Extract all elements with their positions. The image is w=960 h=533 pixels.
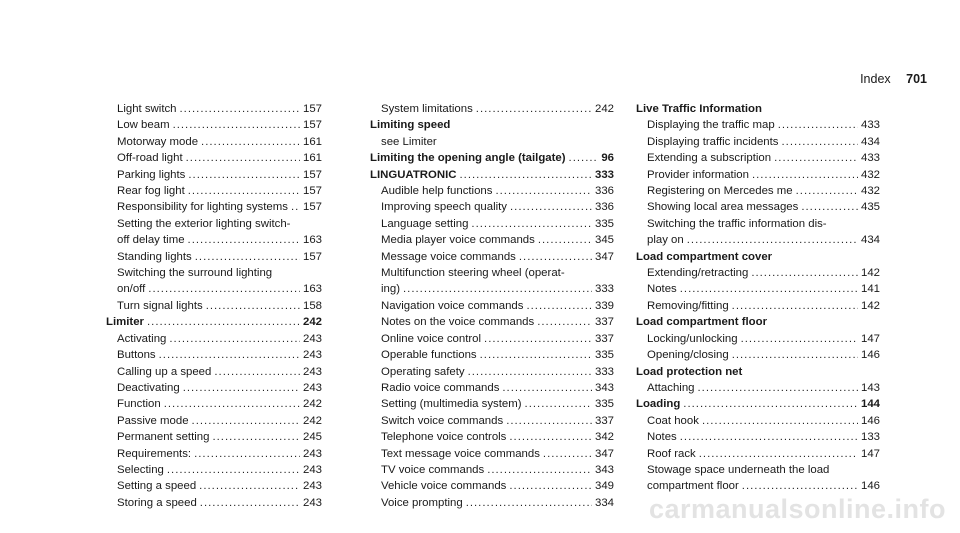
leader-dots [167,462,300,478]
leader-dots [214,364,300,380]
entry-text: Setting a speed [117,480,197,493]
index-entry [636,446,880,462]
page-ref[interactable]: 243 [302,463,322,476]
page-ref[interactable]: 142 [860,299,880,312]
leader-dots [732,298,858,314]
index-entry [370,429,614,445]
index-entry [636,380,880,396]
index-entry [636,281,880,297]
entry-text: Passive mode [117,414,189,427]
entry-text: Attaching [647,381,695,394]
index-entry [370,216,614,232]
page-ref[interactable]: 147 [860,447,880,460]
page-ref[interactable]: 243 [302,365,322,378]
index-entry [106,150,322,166]
index-heading [636,364,880,380]
index-entry [370,265,614,281]
leader-dots [487,462,592,478]
index-entry [106,347,322,363]
page-ref[interactable]: 243 [302,496,322,509]
page-ref[interactable]: 347 [594,447,614,460]
index-entry [370,314,614,330]
index-entry [370,249,614,265]
leader-dots [519,249,592,265]
index-entry [106,478,322,494]
leader-dots [471,216,592,232]
leader-dots [192,413,300,429]
page-ref[interactable]: 144 [860,398,880,411]
leader-dots [751,265,858,281]
entry-text: Activating [117,332,167,345]
entry-text: Locking/unlocking [647,332,738,345]
page-ref[interactable]: 143 [860,381,880,394]
entry-text: Switching the traffic information dis- [647,217,827,230]
page-ref[interactable]: 96 [601,152,614,165]
leader-dots [526,298,592,314]
index-entry [636,347,880,363]
page-ref[interactable]: 157 [302,250,322,263]
page-ref[interactable]: 142 [860,267,880,280]
leader-dots [291,199,300,215]
entry-text: Load compartment floor [636,316,767,329]
entry-text: Switch voice commands [381,414,504,427]
index-entry [370,232,614,248]
page-ref[interactable]: 146 [860,414,880,427]
entry-text: TV voice commands [381,463,485,476]
leader-dots [201,134,300,150]
index-entry [106,281,322,297]
leader-dots [180,101,300,117]
index-entry [106,134,322,150]
index-heading [106,314,322,330]
index-entry [636,167,880,183]
index-entry [106,364,322,380]
leader-dots [509,429,592,445]
index-entry [370,478,614,494]
leader-dots [200,495,300,511]
entry-text: Load protection net [636,365,743,378]
entry-text: Extending a subscription [647,152,772,165]
entry-text: Rear fog light [117,185,185,198]
index-entry [370,380,614,396]
page-ref[interactable]: 243 [302,332,322,345]
leader-dots [194,446,300,462]
entry-text: Removing/fitting [647,299,729,312]
entry-text: see Limiter [381,135,437,148]
page-ref[interactable]: 339 [594,299,614,312]
index-entry [370,462,614,478]
entry-text: Radio voice commands [381,381,500,394]
page-ref[interactable]: 336 [594,201,614,214]
entry-text: Parking lights [117,168,186,181]
page-ref[interactable]: 158 [302,299,322,312]
leader-dots [732,347,858,363]
entry-text: Vehicle voice commands [381,480,507,493]
page-ref[interactable]: 243 [302,447,322,460]
leader-dots [480,347,592,363]
entry-text: Roof rack [647,447,696,460]
entry-text: Loading [636,398,681,411]
index-entry [636,265,880,281]
index-heading [636,249,880,265]
leader-dots [543,446,592,462]
index-heading [370,117,614,133]
leader-dots [752,167,858,183]
entry-text: Message voice commands [381,250,516,263]
index-heading [636,314,880,330]
index-entry [370,298,614,314]
entry-text: Live Traffic Information [636,103,762,115]
index-entry [370,199,614,215]
leader-dots [796,183,858,199]
entry-text: ing) [381,283,400,296]
index-entry [106,249,322,265]
leader-dots [506,413,592,429]
leader-dots [510,199,592,215]
index-entry [106,167,322,183]
leader-dots [683,396,858,412]
leader-dots [188,167,300,183]
leader-dots [188,183,300,199]
entry-text: Stowage space underneath the load [647,463,830,476]
index-heading [370,150,614,166]
entry-text: Switching the surround lighting [117,267,273,280]
leader-dots [680,281,858,297]
index-entry [106,429,322,445]
page-ref[interactable]: 133 [860,431,880,444]
page-ref[interactable]: 161 [302,135,322,148]
leader-dots [183,380,300,396]
index-entry [106,232,322,248]
watermark-logo: carmanualsonline.info [648,494,946,524]
leader-dots [687,232,858,248]
entry-text: compartment floor [647,480,739,493]
page-ref[interactable]: 333 [594,283,614,296]
index-entry [636,331,880,347]
page-ref[interactable]: 349 [594,480,614,493]
leader-dots [148,281,300,297]
entry-text: Deactivating [117,381,180,394]
entry-text: Audible help functions [381,185,493,198]
entry-text: Permanent setting [117,431,210,444]
entry-text: Notes on the voice commands [381,316,535,329]
index-entry [636,117,880,133]
index-entry [106,413,322,429]
entry-text: Limiting the opening angle (tailgate) [370,152,566,165]
leader-dots [741,331,858,347]
index-entry [636,183,880,199]
entry-text: Opening/closing [647,349,729,362]
leader-dots [538,232,592,248]
index-entry [370,413,614,429]
entry-text: Motorway mode [117,135,199,148]
page-ref[interactable]: 146 [860,480,880,493]
entry-text: Showing local area messages [647,201,799,214]
entry-text: System limitations [381,103,473,115]
entry-text: Online voice control [381,332,482,345]
page-ref[interactable]: 435 [860,201,880,214]
index-entry [106,101,322,117]
page-ref[interactable]: 334 [594,496,614,509]
index-entry [636,150,880,166]
leader-dots [484,331,592,347]
entry-text: Operating safety [381,365,465,378]
page-ref[interactable]: 157 [302,103,322,115]
index-heading [370,167,614,183]
entry-text: Language setting [381,217,469,230]
index-entry [370,183,614,199]
leader-dots [509,478,592,494]
page-ref[interactable]: 157 [302,185,322,198]
entry-text: Responsibility for lighting systems [117,201,288,214]
entry-text: Voice prompting [381,496,463,509]
page-ref[interactable]: 433 [860,152,880,165]
leader-dots [459,167,592,183]
entry-text: Notes [647,283,677,296]
entry-text: Light switch [117,103,177,115]
page-ref[interactable]: 157 [302,119,322,132]
entry-text: Off-road light [117,152,183,165]
page-ref[interactable]: 146 [860,349,880,362]
entry-text: Displaying traffic incidents [647,135,779,148]
leader-dots [212,429,300,445]
leader-dots [147,314,300,330]
entry-text: Setting (multimedia system) [381,398,522,411]
entry-text: on/off [117,283,146,296]
index-entry [106,298,322,314]
index-entry [106,183,322,199]
entry-text: Function [117,398,161,411]
entry-text: Operable functions [381,349,477,362]
leader-dots [206,298,300,314]
entry-text: Extending/retracting [647,267,749,280]
page-ref[interactable]: 432 [860,185,880,198]
index-entry [636,216,880,232]
entry-text: LINGUATRONIC [370,168,457,181]
index-entry [636,429,880,445]
page-ref[interactable]: 335 [594,217,614,230]
page-ref[interactable]: 333 [594,168,614,181]
entry-text: Load compartment cover [636,250,773,263]
leader-dots [468,364,592,380]
leader-dots [569,150,599,166]
entry-text: Standing lights [117,250,192,263]
index-entry [106,396,322,412]
index-column-3 [636,101,880,495]
index-entry [370,347,614,363]
leader-dots [476,101,592,117]
page-ref[interactable]: 163 [302,283,322,296]
page-ref[interactable]: 343 [594,463,614,476]
leader-dots [466,495,592,511]
page-ref[interactable]: 342 [594,431,614,444]
entry-text: Setting the exterior lighting switch- [117,217,291,230]
index-entry [106,265,322,281]
leader-dots [702,413,858,429]
index-heading [636,101,880,117]
leader-dots [195,249,300,265]
leader-dots [774,150,858,166]
entry-text: Displaying the traffic map [647,119,775,132]
index-entry [106,446,322,462]
index-entry [636,298,880,314]
entry-text: Notes [647,431,677,444]
page-ref[interactable]: 161 [302,152,322,165]
leader-dots [699,446,858,462]
page-ref[interactable]: 345 [594,234,614,247]
page-ref[interactable]: 157 [302,168,322,181]
page-ref[interactable]: 163 [302,234,322,247]
entry-text: Registering on Mercedes me [647,185,793,198]
page-ref[interactable]: 335 [594,398,614,411]
leader-dots [680,429,858,445]
index-entry [636,232,880,248]
page-ref[interactable]: 337 [594,316,614,329]
leader-dots [537,314,592,330]
page-ref[interactable]: 243 [302,349,322,362]
page-ref[interactable]: 343 [594,381,614,394]
entry-text: Provider information [647,168,749,181]
entry-text: Requirements: [117,447,192,460]
index-entry [106,216,322,232]
index-entry [636,199,880,215]
header-label: Index [860,72,891,86]
entry-text: Navigation voice commands [381,299,524,312]
index-entry [636,413,880,429]
entry-text: Telephone voice controls [381,431,507,444]
index-entry [106,117,322,133]
entry-text: Calling up a speed [117,365,212,378]
entry-text: Coat hook [647,414,699,427]
leader-dots [502,380,592,396]
page-ref[interactable]: 245 [302,431,322,444]
index-entry [370,281,614,297]
leader-dots [169,331,300,347]
index-entry [106,495,322,511]
entry-text: off delay time [117,234,185,247]
page-ref[interactable]: 242 [302,398,322,411]
page-ref[interactable]: 347 [594,250,614,263]
page-ref[interactable]: 242 [302,414,322,427]
page-ref[interactable]: 243 [302,381,322,394]
index-entry [370,134,614,150]
leader-dots [159,347,300,363]
leader-dots [778,117,858,133]
entry-text: Media player voice commands [381,234,535,247]
entry-text: Limiting speed [370,119,451,132]
page-ref[interactable]: 335 [594,349,614,362]
entry-text: Selecting [117,463,164,476]
page-ref[interactable]: 242 [302,316,322,329]
index-heading [636,396,880,412]
page-header [860,72,927,86]
index-entry [636,478,880,494]
page-ref[interactable]: 147 [860,332,880,345]
index-column-1 [106,101,322,511]
page-ref[interactable]: 242 [594,103,614,115]
index-entry [106,199,322,215]
page-ref[interactable]: 434 [860,234,880,247]
leader-dots [188,232,300,248]
index-entry [370,495,614,511]
index-entry [106,380,322,396]
leader-dots [186,150,300,166]
leader-dots [781,134,858,150]
page-ref[interactable]: 433 [860,119,880,132]
entry-text: Limiter [106,316,144,329]
page-ref[interactable]: 333 [594,365,614,378]
page-ref[interactable]: 157 [302,201,322,214]
index-entry [370,101,614,117]
page-ref[interactable]: 337 [594,332,614,345]
leader-dots [698,380,858,396]
index-entry [636,134,880,150]
entry-text: play on [647,234,684,247]
index-entry [370,396,614,412]
entry-text: Multifunction steering wheel (operat- [381,267,565,280]
index-entry [370,364,614,380]
leader-dots [403,281,592,297]
entry-text: Storing a speed [117,496,197,509]
leader-dots [164,396,300,412]
leader-dots [495,183,592,199]
entry-text: Improving speech quality [381,201,507,214]
index-column-2 [370,101,614,511]
page-ref[interactable]: 432 [860,168,880,181]
index-entry [106,462,322,478]
page-ref[interactable]: 337 [594,414,614,427]
index-entry [106,331,322,347]
index-entry [636,462,880,478]
index-entry [370,331,614,347]
page-number: 701 [906,72,927,86]
page-ref[interactable]: 336 [594,185,614,198]
page-ref[interactable]: 243 [302,480,322,493]
leader-dots [199,478,300,494]
page-ref[interactable]: 141 [860,283,880,296]
entry-text: Low beam [117,119,170,132]
entry-text: Turn signal lights [117,299,203,312]
entry-text: Buttons [117,349,156,362]
leader-dots [525,396,592,412]
leader-dots [173,117,300,133]
entry-text: Text message voice commands [381,447,540,460]
index-entry [370,446,614,462]
page-ref[interactable]: 434 [860,135,880,148]
leader-dots [742,478,858,494]
leader-dots [801,199,858,215]
